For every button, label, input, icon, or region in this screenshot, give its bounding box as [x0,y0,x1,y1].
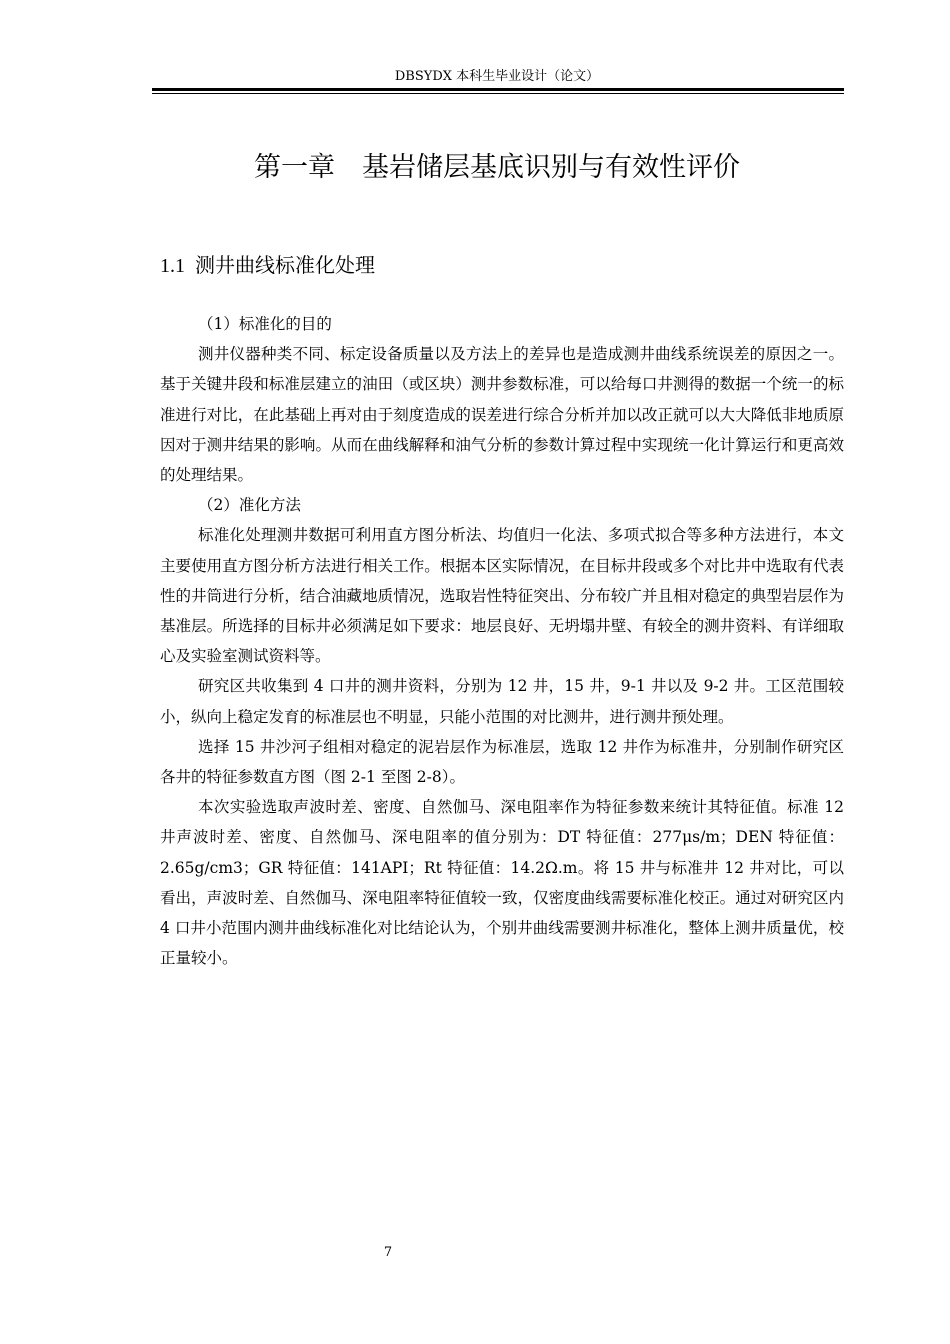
chapter-title: 第一章 基岩储层基底识别与有效性评价 [254,152,740,183]
header-rule-thick [152,88,844,91]
section-title: 测井曲线标准化处理 [195,253,375,277]
section-number: 1.1 [160,255,185,277]
paragraph: 研究区共收集到 4 口井的测井资料，分别为 12 井，15 井，9-1 井以及 9-2 井。工区范围较小，纵向上稳定发育的标准层也不明显，只能小范围的对比测井，进行测井预处理。 [160,677,844,726]
paragraph: 本次实验选取声波时差、密度、自然伽马、深电阻率作为特征参数来统计其特征值。标准 12 井声波时差、密度、自然伽马、深电阻率的值分别为：DT 特征值：277μs/m；DEN 特征值：2.65g/cm3；GR 特征值：141API；Rt 特征值：14.2Ω.m。将 15 井与标准井 12 井对比，可以看出，声波时差、自然伽马、深电阻率特征值较一致，仅密度曲线需要标准化校正。通过对研究区内 4 口井小范围内测井曲线标准化对比结论认为，个别井曲线需要测井标准化，整体上测井质量优，校正量较小。 [160,798,844,968]
page-number: 7 [383,1245,393,1260]
paragraph: 测井仪器种类不同、标定设备质量以及方法上的差异也是造成测井曲线系统误差的原因之一。基于关键井段和标准层建立的油田（或区块）测井参数标准，可以给每口井测得的数据一个统一的标准进行对比，在此基础上再对由于刻度造成的误差进行综合分析并加以改正就可以大大降低非地质原因对于测井结果的影响。从而在曲线解释和油气分析的参数计算过程中实现统一化计算运行和更高效的处理结果。 [160,345,844,485]
subheading-method: （2）准化方法 [198,496,301,515]
section-heading [160,252,375,279]
header-rule-thin [152,93,844,94]
paragraph: 标准化处理测井数据可利用直方图分析法、均值归一化法、多项式拟合等多种方法进行，本文主要使用直方图分析方法进行相关工作。根据本区实际情况，在目标井段或多个对比井中选取有代表性的井筒进行分析，结合油藏地质情况，选取岩性特征突出、分布较广并且相对稳定的典型岩层作为基准层。所选择的目标井必须满足如下要求：地层良好、无坍塌井壁、有较全的测井资料、有详细取心及实验室测试资料等。 [160,526,844,666]
paragraph: 选择 15 井沙河子组相对稳定的泥岩层作为标准层，选取 12 井作为标准井，分别制作研究区各井的特征参数直方图（图 2-1 至图 2-8）。 [160,737,844,787]
subheading-purpose: （1）标准化的目的 [198,315,332,333]
body-text [160,309,844,973]
running-header: DBSYDX 本科生毕业设计（论文） [394,69,600,84]
